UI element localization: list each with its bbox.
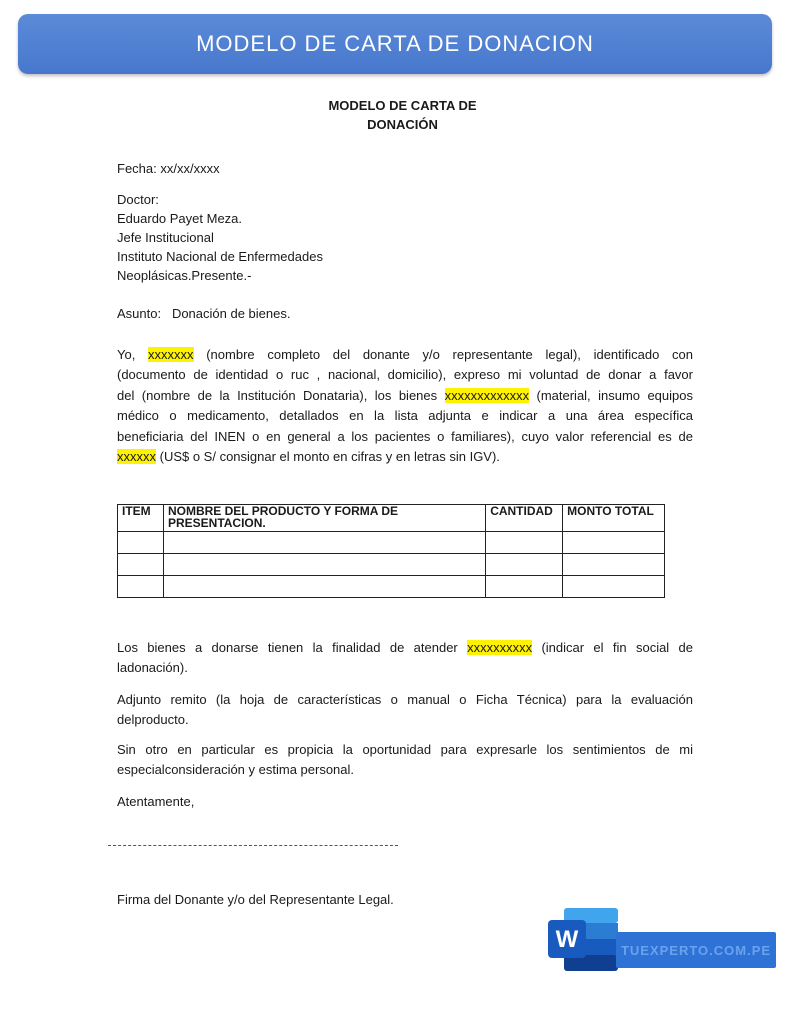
amount-placeholder: xxxxxx xyxy=(117,449,156,465)
header-item: ITEM xyxy=(118,505,164,532)
donor-name-placeholder: xxxxxxx xyxy=(148,347,194,362)
watermark-text: TUEXPERTO.COM.PE xyxy=(620,942,772,958)
items-table xyxy=(117,504,665,598)
table-header-row xyxy=(118,505,665,532)
header-banner xyxy=(18,14,772,74)
attachment-paragraph: Adjunto remito (la hoja de características o manual o Ficha Técnica) para la evaluación delproducto. xyxy=(117,692,693,728)
table-row xyxy=(118,532,665,554)
signature-caption: Firma del Donante y/o del Representante Legal. xyxy=(117,892,394,907)
subject-line xyxy=(117,304,290,323)
document-title: MODELO DE CARTA DE DONACIÓN xyxy=(328,98,477,132)
recipient-institution: Instituto Nacional de Enfermedades xyxy=(117,249,323,264)
closing-paragraph: Sin otro en particular es propicia la oportunidad para expresarle los sentimientos de mi especialconsideración y estima personal. xyxy=(117,742,693,778)
header-quantity: CANTIDAD xyxy=(486,505,563,532)
header-amount: MONTO TOTAL xyxy=(563,505,665,532)
recipient-doctor: Doctor: xyxy=(117,192,159,207)
svg-text:W: W xyxy=(555,926,579,953)
body-paragraph: Yo, xxxxxxx (nombre completo del donante y/o representante legal), identificado con (documento de identidad o ruc , nacional, domicilio), expreso mi voluntad de donar a favor del (nombre de la Institución Donataria), los bienes xxxxxxxxxxxxx (material, insumo equipos médico o medicamento, detallados en la lista adjunta e indicar a una área específica beneficiaria del INEN o en general a los pacientes o familiares), cuyo valor referencial es de xxxxxx (US$ o S/ consignar el monto en cifras y en letras sin IGV). xyxy=(117,347,694,465)
signature-line xyxy=(108,845,398,846)
recipient-name: Eduardo Payet Meza. xyxy=(117,211,243,226)
recipient-position: Jefe Institucional xyxy=(117,230,214,245)
banner-title: MODELO DE CARTA DE DONACION xyxy=(196,31,594,56)
table-row xyxy=(118,576,665,598)
subject-text: Donación de bienes. xyxy=(171,306,291,321)
table-row xyxy=(118,554,665,576)
closing-salutation: Atentamente, xyxy=(117,794,195,809)
header-product: NOMBRE DEL PRODUCTO Y FORMA DE PRESENTACION. xyxy=(163,505,485,532)
subject-label: Asunto: xyxy=(117,306,162,321)
purpose-paragraph: Los bienes a donarse tienen la finalidad de atender xxxxxxxxxx (indicar el fin social de ladonación). xyxy=(117,640,694,676)
date-line: Fecha: xx/xx/xxxx xyxy=(117,161,220,176)
watermark-badge xyxy=(616,932,776,968)
word-icon xyxy=(546,906,626,974)
purpose-placeholder: xxxxxxxxxx xyxy=(467,640,533,655)
recipient-institution-2: Neoplásicas.Presente.- xyxy=(117,268,252,283)
goods-placeholder: xxxxxxxxxxxxx xyxy=(444,387,530,403)
